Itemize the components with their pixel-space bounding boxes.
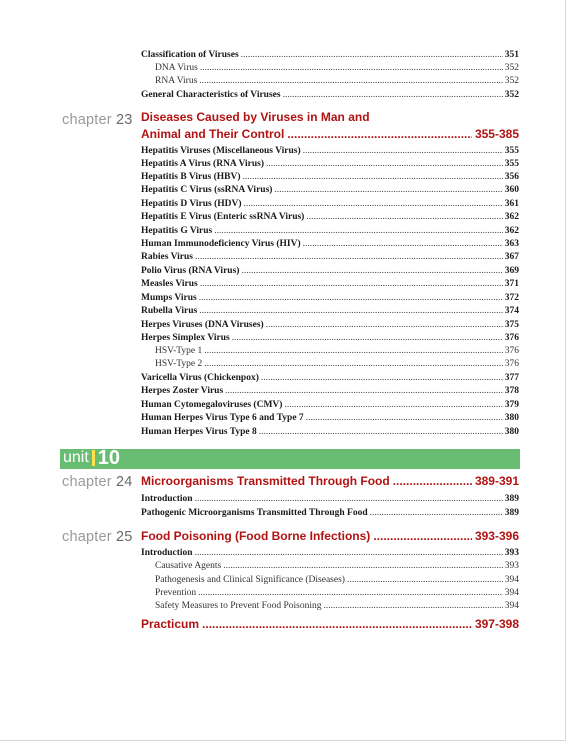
toc-subentry[interactable] — [155, 345, 519, 357]
toc-entry[interactable] — [141, 238, 519, 250]
chapter-label — [62, 112, 133, 128]
dot-leader — [195, 547, 503, 559]
chapter-number: 25 — [116, 529, 133, 545]
toc-entry-title: Herpes Simplex Virus — [141, 333, 230, 343]
chapter-title-text: Microorganisms Transmitted Through Food — [141, 474, 390, 488]
dot-leader — [324, 600, 503, 612]
unit-number: 10 — [97, 447, 121, 469]
toc-entry-title: Human Immunodeficiency Virus (HIV) — [141, 239, 301, 249]
chapter-word: chapter — [62, 529, 112, 545]
toc-entry-page: 377 — [504, 373, 519, 383]
toc-entry[interactable] — [141, 184, 519, 196]
toc-entry-title: Classification of Viruses — [141, 50, 239, 60]
dot-leader — [204, 345, 502, 357]
toc-entry-page: 375 — [504, 320, 519, 330]
toc-entry-page: 394 — [504, 601, 519, 611]
dot-leader — [200, 62, 503, 74]
toc-entry[interactable] — [141, 211, 519, 223]
dot-leader — [204, 358, 502, 370]
unit-label — [63, 446, 120, 470]
toc-entry[interactable] — [141, 251, 519, 263]
toc-entry-page: 393 — [504, 561, 519, 571]
toc-entry-page: 355 — [504, 146, 519, 156]
toc-entry-page: 394 — [504, 575, 519, 585]
dot-leader — [259, 426, 503, 438]
toc-entry-page: 372 — [504, 293, 519, 303]
toc-entry-title: Causative Agents — [155, 561, 222, 571]
dot-leader — [373, 528, 472, 545]
toc-subentry[interactable] — [155, 600, 519, 612]
chapter-number: 23 — [116, 112, 133, 128]
toc-entry-title: RNA Virus — [155, 76, 198, 86]
dot-leader — [199, 292, 503, 304]
toc-entry-page: 380 — [504, 427, 519, 437]
toc-subentry[interactable] — [155, 358, 519, 370]
toc-entry[interactable] — [141, 265, 519, 277]
toc-entry[interactable] — [141, 332, 519, 344]
toc-subentry[interactable] — [155, 75, 519, 87]
toc-entry-page: 379 — [504, 400, 519, 410]
toc-entry[interactable] — [141, 292, 519, 304]
dot-leader — [287, 126, 472, 143]
chapter-title[interactable] — [141, 528, 519, 545]
toc-subentry[interactable] — [155, 587, 519, 599]
toc-entry[interactable] — [141, 412, 519, 424]
dot-leader — [370, 507, 503, 519]
toc-entry-title: DNA Virus — [155, 63, 198, 73]
dot-leader — [198, 587, 503, 599]
toc-entry-title: Pathogenesis and Clinical Significance (Diseases) — [155, 575, 345, 585]
toc-entry[interactable] — [141, 89, 519, 101]
chapter-word: chapter — [62, 112, 112, 128]
toc-entry-page: 352 — [504, 90, 519, 100]
toc-entry-page: 352 — [504, 63, 519, 73]
toc-entry-title: HSV-Type 1 — [155, 346, 203, 356]
toc-entry[interactable] — [141, 225, 519, 237]
chapter-pages: 393-396 — [474, 529, 519, 543]
dot-leader — [241, 49, 503, 61]
toc-entry[interactable] — [141, 278, 519, 290]
toc-entry-page: 363 — [504, 239, 519, 249]
practicum-pages: 397-398 — [474, 617, 519, 631]
toc-entry[interactable] — [141, 493, 519, 505]
unit-word: unit — [63, 449, 89, 466]
toc-entry-title: Mumps Virus — [141, 293, 197, 303]
chapter-pages: 389-391 — [474, 474, 519, 488]
dot-leader — [283, 89, 503, 101]
toc-entry-page: 393 — [504, 548, 519, 558]
dot-leader — [393, 473, 472, 490]
toc-subentry[interactable] — [155, 62, 519, 74]
toc-entry-page: 355 — [504, 159, 519, 169]
toc-entry-page: 376 — [504, 346, 519, 356]
toc-entry-title: Rubella Virus — [141, 306, 198, 316]
toc-entry-page: 376 — [504, 359, 519, 369]
toc-entry-page: 389 — [504, 508, 519, 518]
toc-entry-title: Hepatitis Viruses (Miscellaneous Virus) — [141, 146, 301, 156]
toc-entry-page: 394 — [504, 588, 519, 598]
toc-entry-title: Varicella Virus (Chickenpox) — [141, 373, 259, 383]
toc-entry-title: Prevention — [155, 588, 197, 598]
toc-entry-title: Herpes Zoster Virus — [141, 386, 224, 396]
toc-entry-page: 378 — [504, 386, 519, 396]
toc-entry-title: Hepatitis A Virus (RNA Virus) — [141, 159, 264, 169]
toc-entry-page: 362 — [504, 212, 519, 222]
toc-entry-title: Human Herpes Virus Type 8 — [141, 427, 257, 437]
toc-entry[interactable] — [141, 171, 519, 183]
toc-entry-title: Pathogenic Microorganisms Transmitted Through Food — [141, 508, 368, 518]
dot-leader — [241, 265, 502, 277]
toc-entry-title: Hepatitis G Virus — [141, 226, 213, 236]
chapter-word: chapter — [62, 474, 112, 490]
dot-leader — [232, 332, 503, 344]
dot-leader — [274, 184, 502, 196]
dot-leader — [214, 225, 502, 237]
toc-entry-page: 374 — [504, 306, 519, 316]
dot-leader — [195, 251, 503, 263]
dot-leader — [266, 158, 503, 170]
toc-entry-title: Hepatitis D Virus (HDV) — [141, 199, 242, 209]
dot-leader — [202, 616, 472, 633]
dot-leader — [244, 198, 503, 210]
toc-entry-title: Measles Virus — [141, 279, 198, 289]
chapter-title-text: Food Poisoning (Food Borne Infections) — [141, 529, 371, 543]
chapter-title-line2: Animal and Their Control — [141, 127, 285, 141]
dot-leader — [261, 372, 503, 384]
toc-entry-title: Hepatitis B Virus (HBV) — [141, 172, 241, 182]
unit-separator — [92, 450, 95, 466]
toc-entry-page: 371 — [504, 279, 519, 289]
toc-entry-title: Human Herpes Virus Type 6 and Type 7 — [141, 413, 304, 423]
toc-entry-title: Hepatitis E Virus (Enteric ssRNA Virus) — [141, 212, 305, 222]
dot-leader — [199, 305, 503, 317]
chapter-pages: 355-385 — [474, 127, 519, 141]
dot-leader — [306, 412, 503, 424]
toc-entry[interactable] — [141, 372, 519, 384]
dot-leader — [199, 75, 502, 87]
toc-entry-page: 369 — [504, 266, 519, 276]
dot-leader — [195, 493, 503, 505]
toc-entry-page: 389 — [504, 494, 519, 504]
toc-subentry[interactable] — [155, 560, 519, 572]
dot-leader — [303, 238, 503, 250]
chapter-title[interactable] — [141, 473, 519, 490]
toc-entry[interactable] — [141, 158, 519, 170]
toc-subentry[interactable] — [155, 574, 519, 586]
toc-entry-page: 376 — [504, 333, 519, 343]
chapter-title-line1: Diseases Caused by Viruses in Man and — [141, 110, 370, 124]
toc-entry-page: 352 — [504, 76, 519, 86]
practicum-title[interactable] — [141, 616, 519, 633]
toc-entry-title: Introduction — [141, 494, 193, 504]
toc-entry-page: 362 — [504, 226, 519, 236]
toc-entry[interactable] — [141, 507, 519, 519]
dot-leader — [266, 319, 503, 331]
dot-leader — [200, 278, 503, 290]
dot-leader — [306, 211, 502, 223]
toc-entry-page: 360 — [504, 185, 519, 195]
toc-entry[interactable] — [141, 198, 519, 210]
toc-entry-page: 356 — [504, 172, 519, 182]
toc-entry[interactable] — [141, 399, 519, 411]
toc-entry-title: Human Cytomegaloviruses (CMV) — [141, 400, 283, 410]
dot-leader — [284, 399, 502, 411]
dot-leader — [225, 385, 503, 397]
unit-banner — [60, 449, 520, 469]
chapter-title[interactable] — [141, 109, 519, 143]
toc-entry-page: 361 — [504, 199, 519, 209]
toc-entry-title: Safety Measures to Prevent Food Poisoning — [155, 601, 322, 611]
chapter-label — [62, 474, 133, 490]
toc-entry-title: Polio Virus (RNA Virus) — [141, 266, 240, 276]
dot-leader — [243, 171, 503, 183]
dot-leader — [223, 560, 503, 572]
toc-entry-title: HSV-Type 2 — [155, 359, 203, 369]
toc-entry-title: Herpes Viruses (DNA Viruses) — [141, 320, 264, 330]
toc-entry[interactable] — [141, 385, 519, 397]
toc-entry-title: Introduction — [141, 548, 193, 558]
chapter-label — [62, 529, 133, 545]
dot-leader — [347, 574, 503, 586]
toc-entry[interactable] — [141, 49, 519, 61]
dot-leader — [303, 145, 503, 157]
toc-entry-page: 380 — [504, 413, 519, 423]
toc-entry-title: Rabies Virus — [141, 252, 193, 262]
toc-entry-title: General Characteristics of Viruses — [141, 90, 281, 100]
toc-entry[interactable] — [141, 426, 519, 438]
toc-entry[interactable] — [141, 305, 519, 317]
chapter-number: 24 — [116, 474, 133, 490]
toc-entry-page: 367 — [504, 252, 519, 262]
toc-entry[interactable] — [141, 145, 519, 157]
practicum-text: Practicum — [141, 617, 200, 631]
toc-entry-title: Hepatitis C Virus (ssRNA Virus) — [141, 185, 273, 195]
toc-entry-page: 351 — [504, 50, 519, 60]
toc-entry[interactable] — [141, 319, 519, 331]
toc-entry[interactable] — [141, 547, 519, 559]
